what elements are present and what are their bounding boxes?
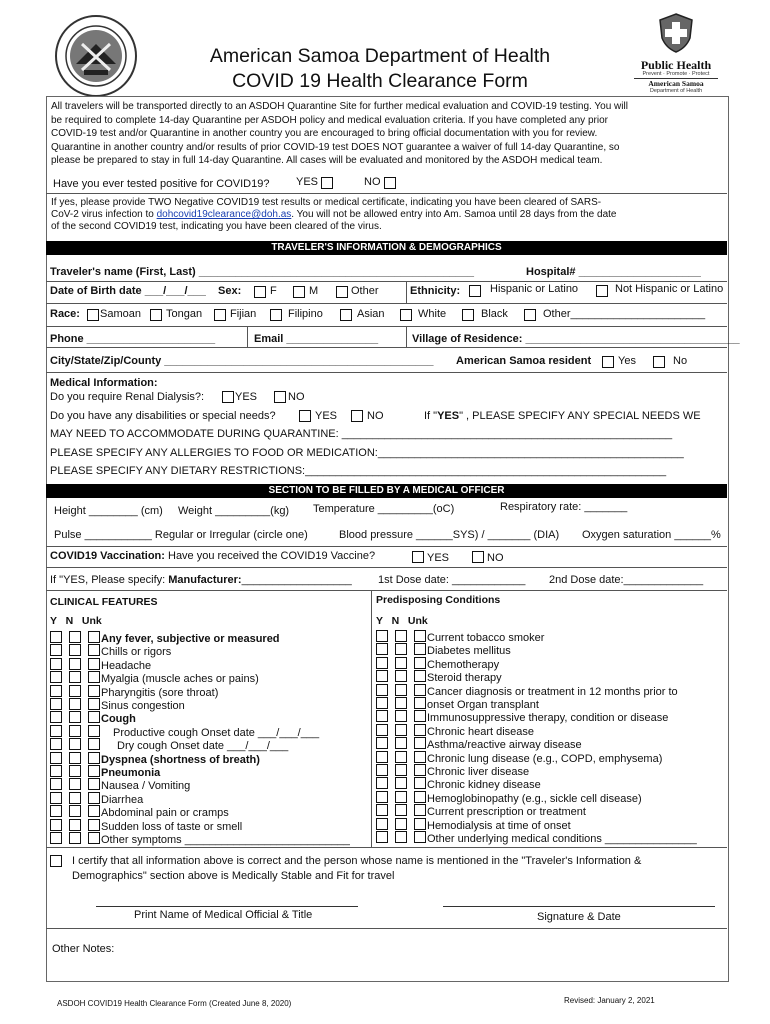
race-row (50, 308, 706, 321)
if-yes-line: of the second COVID19 test, indicating you have been cleared of the virus. (51, 221, 382, 232)
clinical-n-checkbox[interactable] (69, 752, 81, 764)
divider (46, 590, 727, 591)
clinical-n-checkbox[interactable] (69, 805, 81, 817)
section-medical-officer-header: SECTION TO BE FILLED BY A MEDICAL OFFICER (46, 484, 727, 498)
predisposing-y-checkbox[interactable] (376, 670, 388, 682)
doh-seal-logo (54, 14, 138, 98)
clinical-feature-row (50, 832, 350, 847)
predisposing-y-checkbox[interactable] (376, 643, 388, 655)
predisposing-y-checkbox[interactable] (376, 777, 388, 789)
predisposing-n-checkbox[interactable] (395, 684, 407, 696)
predisposing-label: Current prescription or treatment (427, 806, 586, 819)
predisposing-unk-checkbox[interactable] (414, 630, 426, 642)
divider (406, 326, 407, 347)
city-state-zip-field[interactable]: City/State/Zip/County ____________________________________________ (50, 355, 434, 367)
vaccination-question: COVID19 Vaccination: Have you received the COVID19 Vaccine? (50, 550, 376, 562)
race-tongan-label: Tongan (166, 308, 203, 320)
clinical-n-checkbox[interactable] (69, 685, 81, 697)
race-other-label[interactable]: Other______________________ (543, 308, 706, 320)
predisposing-y-checkbox[interactable] (376, 818, 388, 830)
clinical-feature-label: Other symptoms ___________________________ (101, 834, 350, 846)
predisposing-unk-checkbox[interactable] (414, 777, 426, 789)
intro-line: please be prepared to stay in full 14-day Quarantine. All cases will be evaluated and monitored by the ASDOH medical team. (51, 155, 603, 167)
predisposing-n-checkbox[interactable] (395, 724, 407, 736)
predisposing-label: Cancer diagnosis or treatment in 12 months prior to (427, 685, 678, 698)
clinical-y-checkbox[interactable] (50, 631, 62, 643)
clinical-y-checkbox[interactable] (50, 792, 62, 804)
intro-line: Quarantine in another country and/or results of prior COVID-19 test DOES NOT guarantee a waiver of full 14-day Quarantine, so (51, 141, 620, 153)
vaccine-yes-label: YES (427, 552, 450, 564)
predisposing-label: Chronic lung disease (e.g., COPD, emphysema) (427, 752, 663, 765)
predisposing-n-checkbox[interactable] (395, 818, 407, 830)
vitals-row-2 (54, 529, 721, 542)
footer-left: ASDOH COVID19 Health Clearance Form (Created June 8, 2020) (57, 999, 292, 1008)
predisposing-label: Diabetes mellitus (427, 645, 511, 658)
manufacturer-field[interactable]: If "YES, Please specify: Manufacturer:__________________ (50, 574, 352, 586)
divider (46, 567, 727, 568)
dialysis-row (50, 391, 305, 404)
disabilities-no-label: NO (367, 410, 384, 422)
race-white-label: White (418, 308, 447, 320)
clinical-unk-checkbox[interactable] (88, 725, 100, 737)
predisposing-label: onset Organ transplant (427, 699, 539, 711)
dialysis-yes-checkbox[interactable] (222, 391, 234, 403)
predisposing-y-checkbox[interactable] (376, 791, 388, 803)
hispanic-label: Hispanic or Latino (490, 283, 579, 295)
clinical-unk-checkbox[interactable] (88, 765, 100, 777)
clinical-n-checkbox[interactable] (69, 671, 81, 683)
predisposing-n-checkbox[interactable] (395, 643, 407, 655)
sex-m-checkbox[interactable] (293, 286, 305, 298)
print-name-line[interactable] (96, 906, 358, 907)
disabilities-row (50, 410, 701, 423)
hospital-number-field[interactable]: Hospital# ____________________ (526, 266, 701, 278)
race-samoan-label: Samoan (100, 308, 141, 320)
clinical-y-checkbox[interactable] (50, 738, 62, 750)
clinical-feature-label: Pharyngitis (sore throat) (101, 686, 219, 699)
predisposing-unk-checkbox[interactable] (414, 697, 426, 709)
predisposing-label: Hemoglobinopathy (e.g., sickle cell disease) (427, 792, 642, 805)
tested-question: Have you ever tested positive for COVID19? (53, 178, 270, 190)
vaccine-details-row (50, 574, 704, 587)
predisposing-n-checkbox[interactable] (395, 764, 407, 776)
clinical-n-checkbox[interactable] (69, 698, 81, 710)
divider (371, 590, 372, 847)
race-fijian-label: Fijian (230, 308, 257, 320)
clinical-unk-checkbox[interactable] (88, 778, 100, 790)
other-notes-label: Other Notes: (52, 943, 115, 955)
clinical-feature-label: Sinus congestion (101, 700, 185, 712)
sex-label: Sex: (218, 285, 242, 297)
clinical-feature-label: Abdominal pain or cramps (101, 807, 229, 820)
predisposing-unk-checkbox[interactable] (414, 643, 426, 655)
clinical-y-checkbox[interactable] (50, 819, 62, 831)
predisposing-n-checkbox[interactable] (395, 804, 407, 816)
clinical-feature-label: Sudden loss of taste or smell (101, 820, 243, 833)
race-tongan-checkbox[interactable] (150, 309, 162, 321)
disabilities-yes-label: YES (315, 410, 338, 422)
clinical-feature-label: Headache (101, 659, 152, 672)
clinical-y-checkbox[interactable] (50, 725, 62, 737)
predisposing-unk-checkbox[interactable] (414, 751, 426, 763)
clinical-n-checkbox[interactable] (69, 778, 81, 790)
clinical-y-checkbox[interactable] (50, 685, 62, 697)
clinical-n-checkbox[interactable] (69, 631, 81, 643)
sex-f-checkbox[interactable] (254, 286, 266, 298)
vitals-row-1 (54, 501, 628, 518)
hispanic-checkbox[interactable] (469, 285, 481, 297)
disabilities-no-checkbox[interactable] (351, 410, 363, 422)
clinical-unk-checkbox[interactable] (88, 658, 100, 670)
clinical-n-checkbox[interactable] (69, 792, 81, 804)
clinical-feature-label: Diarrhea (101, 793, 144, 806)
resident-no-label: No (673, 355, 688, 367)
race-white-checkbox[interactable] (400, 309, 412, 321)
public-health-logo (628, 12, 724, 94)
clinical-unk-checkbox[interactable] (88, 832, 100, 844)
predisposing-n-checkbox[interactable] (395, 791, 407, 803)
clinical-n-checkbox[interactable] (69, 658, 81, 670)
divider (46, 546, 727, 547)
resident-row (456, 355, 688, 368)
predisposing-label: Other underlying medical conditions _______________ (427, 833, 697, 845)
clinical-unk-checkbox[interactable] (88, 805, 100, 817)
clinical-unk-checkbox[interactable] (88, 819, 100, 831)
race-black-label: Black (481, 308, 508, 320)
predisposing-heading: Predisposing Conditions (376, 594, 501, 606)
clinical-unk-checkbox[interactable] (88, 631, 100, 643)
predisposing-y-checkbox[interactable] (376, 697, 388, 709)
predisposing-unk-checkbox[interactable] (414, 818, 426, 830)
predisposing-y-checkbox[interactable] (376, 657, 388, 669)
predisposing-yn-header: Y N Unk (376, 615, 428, 627)
clinical-unk-checkbox[interactable] (88, 711, 100, 723)
clinical-unk-checkbox[interactable] (88, 738, 100, 750)
title-line-1: American Samoa Department of Health (209, 45, 551, 67)
predisposing-unk-checkbox[interactable] (414, 670, 426, 682)
resident-label: American Samoa resident (456, 355, 592, 367)
predisposing-y-checkbox[interactable] (376, 751, 388, 763)
title-line-2: COVID 19 Health Clearance Form (232, 70, 528, 92)
intro-line: COVID-19 test and/or Quarantine in another country you are encouraged to bring official documentation with you for review. (51, 128, 598, 140)
clinical-n-checkbox[interactable] (69, 819, 81, 831)
blood-pressure-field[interactable]: Blood pressure ______SYS) / _______ (DIA) (339, 529, 560, 541)
predisposing-y-checkbox[interactable] (376, 764, 388, 776)
clinical-feature-label: Dyspnea (shortness of breath) (101, 753, 260, 766)
predisposing-y-checkbox[interactable] (376, 804, 388, 816)
race-black-checkbox[interactable] (462, 309, 474, 321)
predisposing-label: Steroid therapy (427, 672, 502, 685)
clinical-feature-label: Cough (101, 713, 136, 726)
intro-line: be required to complete 14-day Quarantine per ASDOH policy and medical evaluation criteria. If you have completed any prior (51, 114, 608, 126)
ethnicity-label: Ethnicity: (410, 285, 461, 297)
clinical-feature-label: Myalgia (muscle aches or pains) (101, 673, 259, 686)
vaccine-no-label: NO (487, 552, 504, 564)
respiratory-field[interactable]: Respiratory rate: _______ (500, 501, 628, 513)
clinical-unk-checkbox[interactable] (88, 752, 100, 764)
predisposing-label: Chronic liver disease (427, 766, 530, 778)
footer-right: Revised: January 2, 2021 (564, 996, 655, 1005)
predisposing-y-checkbox[interactable] (376, 684, 388, 696)
phone-field[interactable]: Phone _____________________ (50, 333, 216, 345)
sex-m-label: M (309, 285, 319, 297)
clinical-yn-header: Y N Unk (50, 615, 102, 627)
divider (406, 281, 407, 303)
clinical-y-checkbox[interactable] (50, 658, 62, 670)
divider (247, 326, 248, 347)
medical-info-heading: Medical Information: (50, 377, 158, 389)
predisposing-y-checkbox[interactable] (376, 737, 388, 749)
divider (46, 303, 727, 304)
tested-positive-row (53, 176, 381, 191)
dietary-field[interactable]: PLEASE SPECIFY ANY DIETARY RESTRICTIONS:___________________________________________________________ (50, 465, 667, 477)
weight-field[interactable]: Weight _________(kg) (178, 505, 290, 517)
tested-yes-label: YES (296, 176, 319, 188)
clinical-n-checkbox[interactable] (69, 725, 81, 737)
signature-date-label: Signature & Date (537, 911, 621, 923)
clinical-n-checkbox[interactable] (69, 832, 81, 844)
clinical-unk-checkbox[interactable] (88, 644, 100, 656)
predisposing-row (376, 831, 697, 846)
if-yes-paragraph (51, 197, 723, 233)
predisposing-unk-checkbox[interactable] (414, 710, 426, 722)
shield-icon (656, 12, 696, 54)
dialysis-yes-label: YES (235, 391, 258, 403)
clinical-y-checkbox[interactable] (50, 711, 62, 723)
vaccine-no-checkbox[interactable] (472, 551, 484, 563)
predisposing-n-checkbox[interactable] (395, 777, 407, 789)
dialysis-no-label: NO (288, 391, 305, 403)
predisposing-unk-checkbox[interactable] (414, 791, 426, 803)
predisposing-n-checkbox[interactable] (395, 630, 407, 642)
clinical-y-checkbox[interactable] (50, 671, 62, 683)
print-name-label: Print Name of Medical Official & Title (134, 909, 313, 921)
resident-yes-label: Yes (618, 355, 636, 367)
sex-f-label: F (270, 285, 277, 297)
predisposing-n-checkbox[interactable] (395, 670, 407, 682)
clinical-unk-checkbox[interactable] (88, 792, 100, 804)
accommodate-field[interactable]: MAY NEED TO ACCOMMODATE DURING QUARANTINE: ______________________________________________________ (50, 428, 673, 440)
dialysis-no-checkbox[interactable] (274, 391, 286, 403)
dose1-field[interactable]: 1st Dose date: ____________ (378, 574, 526, 586)
allergies-field[interactable]: PLEASE SPECIFY ANY ALLERGIES TO FOOD OR MEDICATION:__________________________________________________ (50, 447, 684, 459)
predisposing-unk-checkbox[interactable] (414, 737, 426, 749)
clinical-unk-checkbox[interactable] (88, 685, 100, 697)
sex-other-label: Other (351, 285, 379, 297)
certify-text: I certify that all information above is correct and the person whose name is mentioned in the "Traveler's Information & Demographics" section above is Medically Stable and Fit for travel (72, 855, 642, 882)
intro-paragraph (51, 100, 723, 168)
predisposing-n-checkbox[interactable] (395, 831, 407, 843)
tested-yes-checkbox[interactable] (321, 177, 333, 189)
other-notes-area[interactable] (47, 958, 726, 979)
predisposing-label: Chronic kidney disease (427, 779, 541, 792)
clinical-n-checkbox[interactable] (69, 711, 81, 723)
predisposing-n-checkbox[interactable] (395, 737, 407, 749)
race-filipino-checkbox[interactable] (270, 309, 282, 321)
tested-no-label: NO (364, 176, 381, 188)
dose2-field[interactable]: 2nd Dose date:_____________ (549, 574, 704, 586)
divider (46, 847, 727, 848)
divider (46, 281, 727, 282)
predisposing-n-checkbox[interactable] (395, 657, 407, 669)
predisposing-unk-checkbox[interactable] (414, 657, 426, 669)
if-yes-line: If yes, please provide TWO Negative COVID19 test results or medical certificate, indicating you have been cleared of SARS- (51, 197, 602, 208)
disabilities-yes-checkbox[interactable] (299, 410, 311, 422)
clinical-n-checkbox[interactable] (69, 738, 81, 750)
vaccine-yes-checkbox[interactable] (412, 551, 424, 563)
clinical-y-checkbox[interactable] (50, 778, 62, 790)
clinical-feature-label: Nausea / Vomiting (101, 780, 191, 793)
certify-checkbox[interactable] (50, 855, 62, 867)
height-field[interactable]: Height ________ (cm) (54, 505, 163, 517)
clinical-n-checkbox[interactable] (69, 644, 81, 656)
clinical-unk-checkbox[interactable] (88, 671, 100, 683)
predisposing-label: Asthma/reactive airway disease (427, 739, 582, 752)
logo-text-tagline: Prevent · Promote · Protect (642, 71, 710, 77)
predisposing-label: Hemodialysis at time of onset (427, 819, 571, 832)
divider (46, 193, 727, 194)
disabilities-question: Do you have any disabilities or special needs? (50, 410, 276, 422)
clinical-feature-label: Pneumonia (101, 767, 161, 779)
clinical-feature-label: Dry cough Onset date ___/___/___ (117, 740, 289, 753)
village-field[interactable]: Village of Residence: ___________________________________ (412, 333, 740, 345)
dob-field[interactable]: Date of Birth date ___/___/___ (50, 285, 206, 297)
sex-other-checkbox[interactable] (336, 286, 348, 298)
predisposing-y-checkbox[interactable] (376, 724, 388, 736)
predisposing-unk-checkbox[interactable] (414, 724, 426, 736)
race-fijian-checkbox[interactable] (214, 309, 226, 321)
logo-text-department: Department of Health (649, 88, 703, 94)
predisposing-y-checkbox[interactable] (376, 710, 388, 722)
predisposing-n-checkbox[interactable] (395, 751, 407, 763)
race-other-checkbox[interactable] (524, 309, 536, 321)
dob-sex-ethnicity-row (50, 283, 724, 298)
divider (46, 928, 727, 929)
clinical-feature-label: Any fever, subjective or measured (101, 633, 280, 645)
email-field[interactable]: Email _______________ (254, 333, 379, 345)
predisposing-unk-checkbox[interactable] (414, 764, 426, 776)
oxygen-field[interactable]: Oxygen saturation ______% (582, 529, 721, 541)
clinical-y-checkbox[interactable] (50, 765, 62, 777)
predisposing-unk-checkbox[interactable] (414, 831, 426, 843)
divider (46, 347, 727, 348)
clinical-features-heading: CLINICAL FEATURES (50, 596, 158, 608)
page-title (170, 44, 590, 94)
race-samoan-checkbox[interactable] (87, 309, 99, 321)
clinical-y-checkbox[interactable] (50, 644, 62, 656)
not-hispanic-checkbox[interactable] (596, 285, 608, 297)
race-label: Race: (50, 308, 80, 320)
predisposing-y-checkbox[interactable] (376, 630, 388, 642)
signature-line[interactable] (443, 906, 715, 907)
clinical-n-checkbox[interactable] (69, 765, 81, 777)
race-asian-checkbox[interactable] (340, 309, 352, 321)
clinical-unk-checkbox[interactable] (88, 698, 100, 710)
clinical-feature-label: Productive cough Onset date ___/___/___ (113, 726, 320, 739)
not-hispanic-label: Not Hispanic or Latino (615, 283, 724, 295)
predisposing-label: Immunosuppressive therapy, condition or disease (427, 712, 669, 725)
resident-yes-checkbox[interactable] (602, 356, 614, 368)
if-yes-line: CoV-2 virus infection to dohcovid19clearance@doh.as. You will not be allowed entry into Am. Samoa until 28 days from the date (51, 209, 617, 220)
clearance-email-link[interactable]: dohcovid19clearance@doh.as (156, 209, 292, 220)
dialysis-question: Do you require Renal Dialysis?: (50, 391, 205, 403)
predisposing-unk-checkbox[interactable] (414, 804, 426, 816)
race-asian-label: Asian (357, 308, 385, 320)
temperature-field[interactable]: Temperature _________(oC) (313, 503, 455, 515)
divider (46, 372, 727, 373)
predisposing-unk-checkbox[interactable] (414, 684, 426, 696)
clinical-y-checkbox[interactable] (50, 832, 62, 844)
predisposing-label: Chemotherapy (427, 658, 500, 671)
predisposing-label: Current tobacco smoker (427, 632, 545, 644)
predisposing-y-checkbox[interactable] (376, 831, 388, 843)
clinical-feature-label: Chills or rigors (101, 646, 172, 659)
tested-no-checkbox[interactable] (384, 177, 396, 189)
traveler-name-field[interactable]: Traveler's name (First, Last) _____________________________________________ (50, 266, 475, 278)
logo-text-public-health: Public Health (640, 58, 712, 72)
special-needs-label: If "YES" , PLEASE SPECIFY ANY SPECIAL NEEDS WE (424, 410, 701, 422)
clinical-y-checkbox[interactable] (50, 805, 62, 817)
predisposing-label: Chronic heart disease (427, 725, 535, 738)
intro-line: All travelers will be transported directly to an ASDOH Quarantine Site for further medical evaluation and COVID-19 testing. You will (51, 101, 628, 112)
section-traveler-info-header: TRAVELER'S INFORMATION & DEMOGRAPHICS (46, 241, 727, 255)
divider (46, 326, 727, 327)
vaccination-row (50, 550, 504, 564)
logo-text-american-samoa: American Samoa (634, 78, 718, 88)
resident-no-checkbox[interactable] (653, 356, 665, 368)
race-filipino-label: Filipino (288, 308, 323, 320)
clinical-y-checkbox[interactable] (50, 698, 62, 710)
predisposing-n-checkbox[interactable] (395, 710, 407, 722)
clinical-y-checkbox[interactable] (50, 752, 62, 764)
predisposing-n-checkbox[interactable] (395, 697, 407, 709)
pulse-field[interactable]: Pulse ___________ Regular or Irregular (circle one) (54, 529, 308, 541)
